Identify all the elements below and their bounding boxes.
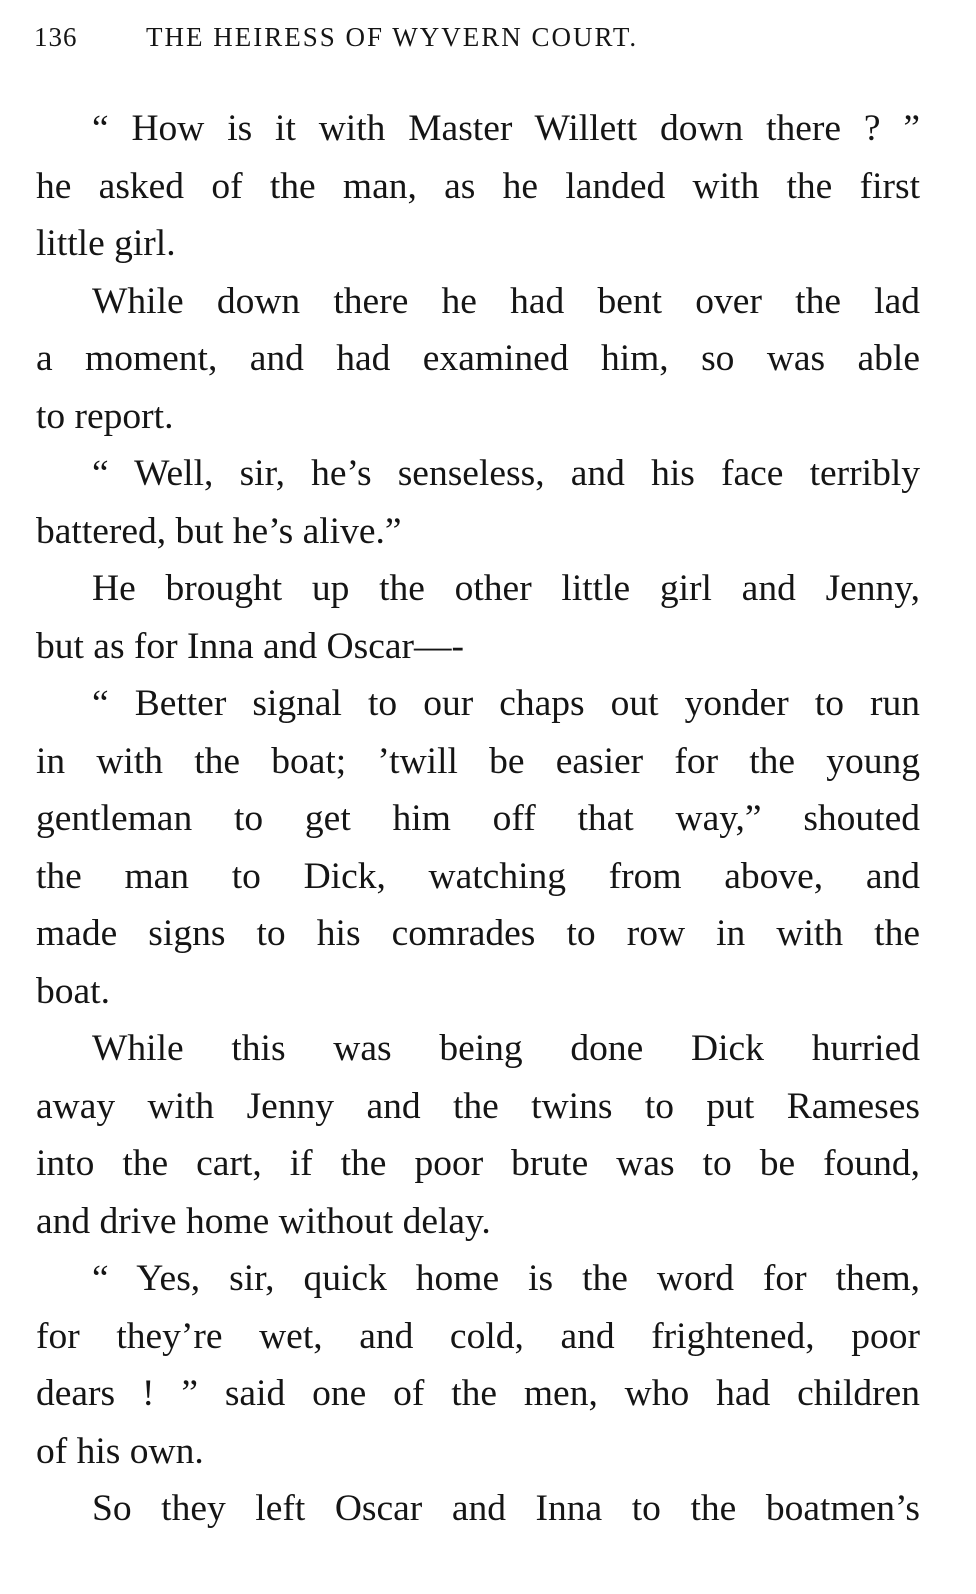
paragraph — [36, 1020, 920, 1250]
text-line: dears ! ” said one of the men, who had children — [36, 1373, 920, 1414]
paragraph — [36, 675, 920, 1020]
paragraph — [36, 273, 920, 446]
text-line: the man to Dick, watching from above, and — [36, 855, 920, 897]
text-line: So they left Oscar and Inna to the boatmen’s — [92, 1488, 920, 1529]
text-line: he asked of the man, as he landed with the first — [36, 165, 920, 207]
paragraph — [36, 1480, 920, 1538]
text-line: “ Yes, sir, quick home is the word for them, — [92, 1258, 920, 1299]
running-head — [34, 22, 934, 62]
page-number: 136 — [34, 22, 78, 52]
body-text — [36, 100, 920, 1538]
text-line: and drive home without delay. — [36, 1200, 491, 1242]
running-title: THE HEIRESS OF WYVERN COURT. — [146, 22, 639, 52]
text-line: but as for Inna and Oscar—- — [36, 625, 464, 667]
paragraph — [36, 100, 920, 273]
paragraph — [36, 1250, 920, 1480]
text-line: for they’re wet, and cold, and frightened, poor — [36, 1315, 920, 1357]
text-line: in with the boat; ’twill be easier for the young — [36, 740, 920, 782]
text-line: “ Well, sir, he’s senseless, and his face terribly — [92, 453, 920, 494]
paragraph — [36, 560, 920, 675]
text-line: While this was being done Dick hurried — [92, 1028, 920, 1069]
text-line: little girl. — [36, 223, 176, 264]
text-line: a moment, and had examined him, so was able — [36, 338, 920, 379]
text-line: gentleman to get him off that way,” shouted — [36, 798, 920, 839]
text-line: into the cart, if the poor brute was to be found, — [36, 1143, 920, 1184]
text-line: away with Jenny and the twins to put Rameses — [36, 1085, 920, 1127]
text-line: boat. — [36, 970, 110, 1012]
text-line: battered, but he’s alive.” — [36, 510, 402, 552]
paragraph — [36, 445, 920, 560]
text-line: He brought up the other little girl and Jenny, — [92, 568, 920, 609]
text-line: made signs to his comrades to row in with the — [36, 913, 920, 954]
text-line: While down there he had bent over the lad — [92, 280, 920, 322]
text-line: of his own. — [36, 1430, 204, 1472]
text-line: “ Better signal to our chaps out yonder to run — [92, 683, 920, 724]
text-line: to report. — [36, 395, 174, 437]
text-line: “ How is it with Master Willett down there ? ” — [92, 108, 920, 149]
